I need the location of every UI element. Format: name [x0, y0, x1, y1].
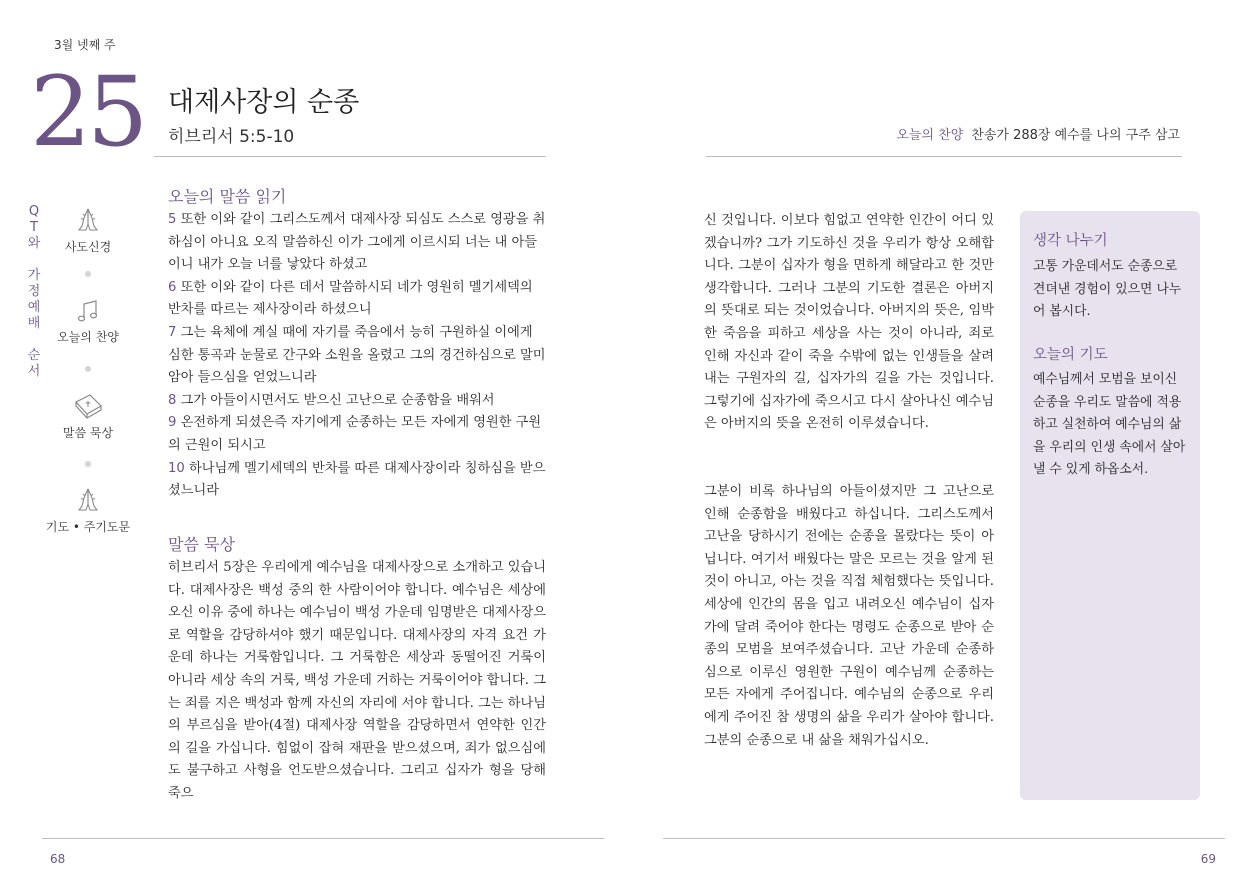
- verse-number: 10: [168, 460, 185, 476]
- hymn-text: 찬송가 288장 예수를 나의 구주 삼고: [971, 128, 1180, 143]
- verse-number: 8: [168, 392, 177, 408]
- right-footer-rule: [663, 838, 1225, 839]
- verse-number: 7: [168, 324, 177, 340]
- step-label: 기도 • 주기도문: [45, 520, 131, 534]
- praying-hands-icon: [73, 206, 103, 234]
- right-header-rule: [706, 156, 1182, 157]
- step-label: 사도신경: [64, 240, 112, 254]
- page-number-right: 69: [1200, 852, 1216, 866]
- today-hymn: [896, 124, 1180, 143]
- verse-number: 6: [168, 279, 177, 295]
- verse: [168, 458, 546, 503]
- hymn-label: 오늘의 찬양: [896, 128, 964, 143]
- verse: [168, 209, 546, 277]
- day-number: 25: [30, 56, 145, 168]
- step-divider-dot: [85, 271, 91, 277]
- vertical-char: 순: [27, 348, 41, 363]
- step-label: 말씀 묵상: [62, 426, 114, 440]
- step-label: 오늘의 찬양: [57, 330, 119, 344]
- step-apostles-creed: [43, 206, 133, 255]
- prayer-heading: 오늘의 기도: [1033, 347, 1108, 363]
- verse-number: 9: [168, 415, 177, 431]
- bible-icon: [72, 392, 104, 420]
- vertical-side-title: [26, 204, 42, 380]
- share-text: 고통 가운데서도 순종으로 견뎌낸 경험이 있으면 나누어 봅시다.: [1033, 259, 1182, 319]
- share-heading: 생각 나누기: [1033, 233, 1108, 249]
- vertical-char: 가: [27, 268, 41, 283]
- vertical-char: 예: [27, 300, 41, 315]
- music-note-icon: [75, 298, 101, 324]
- reading-heading: 오늘의 말씀 읽기: [168, 187, 287, 206]
- verse-text: 하나님께 멜기세덱의 반차를 따른 대제사장이라 칭하심을 받으셨느니라: [168, 460, 546, 499]
- verse: [168, 277, 546, 322]
- step-prayer: [43, 486, 133, 535]
- verse-number: 5: [168, 212, 177, 227]
- step-divider-dot: [85, 366, 91, 372]
- vertical-char: 서: [27, 364, 41, 379]
- vertical-char: 정: [27, 284, 41, 299]
- left-header-rule: [154, 156, 546, 157]
- vertical-char: T: [30, 220, 38, 235]
- verse-text: 온전하게 되셨은즉 자기에게 순종하는 모든 자에게 영원한 구원의 근원이 되시고: [168, 415, 542, 453]
- meditation-heading: 말씀 묵상: [168, 535, 235, 554]
- vertical-char: 와: [27, 236, 41, 251]
- praying-hands-icon: [73, 486, 103, 514]
- verse-text: 또한 이와 같이 다른 데서 말씀하시되 네가 영원히 멜기세덱의 반차를 따르는 제사장이라 하셨으니: [168, 279, 533, 318]
- vertical-char: Q: [28, 204, 40, 219]
- vertical-char: 배: [27, 316, 41, 331]
- step-meditation: [43, 392, 133, 441]
- verse: [168, 390, 546, 413]
- page-title: 대제사장의 순종: [168, 87, 360, 118]
- verse-text: 또한 이와 같이 그리스도께서 대제사장 되심도 스스로 영광을 취하심이 아니요 오직 말씀하신 이가 그에게 이르시되 너는 내 아들이니 내가 오늘 너를 낳았다 하셨고: [168, 212, 546, 273]
- meditation-text-left: 히브리서 5장은 우리에게 예수님을 대제사장으로 소개하고 있습니다. 대제사장은 백성 중의 한 사람이어야 합니다. 예수님은 세상에 오신 이유 중에 하나는 예수님이 백성 가운데 임명받은 대제사장으로 역할을 감당하셔야 했기 때문입니다. 대제사장의 자격 요건 가운데 하나는 거룩함입니다. 그 거룩함은 세상과 동떨어진 거룩이 아니라 세상 속의 거룩, 백성 가운데 거하는 거룩이어야 합니다. 그는 죄를 지은 백성과 함께 자신의 자리에 서야 합니다. 그는 하나님의 부르심을 받아(4절) 대제사장 역할을 감당하면서 연약한 인간의 길을 가십니다. 힘없이 잡혀 재판을 받으셨으며, 죄가 없으심에도 불구하고 사형을 언도받으셨습니다. 그리고 십자가 형을 당해 죽으: [168, 560, 546, 801]
- week-label: 3월 넷째 주: [54, 38, 116, 52]
- reading-verses: [168, 209, 546, 503]
- left-footer-rule: [42, 838, 604, 839]
- step-divider-dot: [85, 461, 91, 467]
- meditation-text-right-2: 그분이 비록 하나님의 아들이셨지만 그 고난으로 인해 순종함을 배웠다고 하십니다. 그리스도께서 고난을 당하시기 전에는 순종을 몰랐다는 뜻이 아닙니다. 여기서 배웠다는 말은 모르는 것을 알게 된 것이 아니고, 아는 것을 직접 체험했다는 뜻입니다. 세상에 인간의 몸을 입고 내려오신 예수님이 십자가에 달려 죽어야 한다는 명령도 순종으로 받아 순종의 모범을 보여주셨습니다. 고난 가운데 순종하심으로 이루신 영원한 구원이 예수님께 순종하는 모든 자에게 주어집니다. 예수님의 순종으로 우리에게 주어진 참 생명의 삶을 우리가 살아야 합니다. 그분의 순종으로 내 삶을 채워가십시오.: [704, 484, 994, 748]
- verse-text: 그는 육체에 계실 때에 자기를 죽음에서 능히 구원하실 이에게 심한 통곡과 눈물로 간구와 소원을 올렸고 그의 경건하심으로 말미암아 들으심을 얻었느니라: [168, 324, 546, 386]
- verse: [168, 412, 546, 457]
- meditation-text-right-1: 신 것입니다. 이보다 힘없고 연약한 인간이 어디 있겠습니까? 그가 기도하신 것을 우리가 항상 오해합니다. 그분이 십자가 형을 면하게 해달라고 한 것만 생각합니다. 그러나 그분의 기도한 결론은 아버지의 뜻대로 되는 것이었습니다. 아버지의 뜻은, 임박한 죽음을 피하고 세상을 사는 것이 아니라, 죄로 인해 자신과 같이 죽을 수밖에 없는 인생들을 살려내는 구원자의 길, 십자가의 길을 가는 것입니다. 그렇기에 십자가에 죽으시고 다시 살아나신 예수님은 아버지의 뜻을 온전히 이루셨습니다.: [704, 213, 994, 432]
- verse-text: 그가 아들이시면서도 받으신 고난으로 순종함을 배워서: [180, 392, 495, 408]
- scripture-reference: 히브리서 5:5-10: [168, 127, 295, 147]
- step-today-hymn: [43, 298, 133, 345]
- verse: [168, 322, 546, 390]
- page-number-left: 68: [50, 852, 66, 866]
- prayer-text: 예수님께서 모범을 보이신 순종을 우리도 말씀에 적용하고 실천하여 예수님의 삶을 우리의 인생 속에서 살아낼 수 있게 하옵소서.: [1033, 372, 1186, 477]
